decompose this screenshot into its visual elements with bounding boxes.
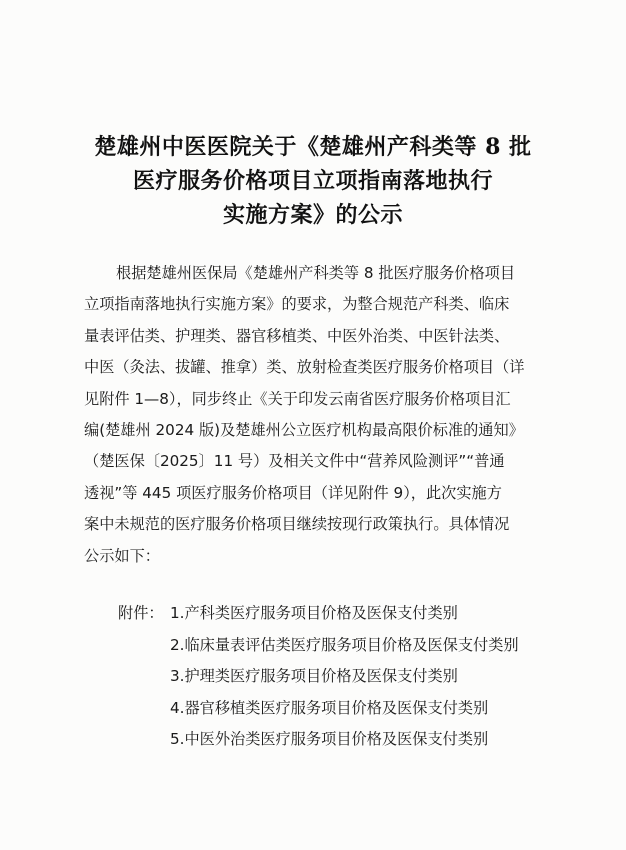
attachment-item-text: 3.护理类医疗服务项目价格及医保支付类别 bbox=[170, 667, 458, 685]
attachment-item bbox=[118, 693, 519, 725]
attachment-item bbox=[118, 598, 519, 630]
body-line: 立项指南落地执行实施方案》的要求，为整合规范产科类、临床 bbox=[84, 295, 510, 314]
body-line: 量表评估类、护理类、器官移植类、中医外治类、中医针法类、 bbox=[84, 326, 510, 345]
attachment-item-text: 2.临床量表评估类医疗服务项目价格及医保支付类别 bbox=[170, 635, 519, 654]
body-line: 见附件 1—8），同步终止《关于印发云南省医疗服务价格项目汇 bbox=[84, 389, 511, 408]
document-title bbox=[70, 130, 556, 232]
attachment-label: 附件： bbox=[118, 604, 164, 622]
attachment-item bbox=[118, 724, 519, 756]
title-line: 医疗服务价格项目立项指南落地执行 bbox=[132, 168, 493, 194]
body-line: 根据楚雄州医保局《楚雄州产科类等 8 批医疗服务价格项目 bbox=[116, 264, 516, 282]
attachment-list bbox=[118, 598, 519, 756]
body-line: 透视”等 445 项医疗服务价格项目（详见附件 9），此次实施方 bbox=[84, 483, 502, 502]
title-line: 实施方案》的公示 bbox=[222, 202, 403, 228]
attachment-item bbox=[118, 630, 519, 662]
body-line: 中医（灸法、拔罐、推拿）类、放射检查类医疗服务价格项目（详 bbox=[84, 358, 525, 377]
title-line: 楚雄州中医医院关于《楚雄州产科类等 8 批 bbox=[94, 134, 532, 160]
body-line: （楚医保〔2025〕11 号）及相关文件中“营养风险测评”“普通 bbox=[84, 452, 505, 471]
attachment-item bbox=[118, 661, 519, 693]
attachment-item-text: 5.中医外治类医疗服务项目价格及医保支付类别 bbox=[170, 730, 489, 748]
body-paragraph bbox=[84, 258, 554, 572]
attachment-item-text: 1.产科类医疗服务项目价格及医保支付类别 bbox=[170, 604, 458, 622]
attachment-item-text: 4.器官移植类医疗服务项目价格及医保支付类别 bbox=[170, 698, 489, 717]
body-line: 公示如下： bbox=[84, 546, 160, 565]
body-line: 编(楚雄州 2024 版)及楚雄州公立医疗机构最高限价标准的通知》 bbox=[84, 421, 524, 440]
body-line: 案中未规范的医疗服务价格项目继续按现行政策执行。具体情况 bbox=[84, 515, 510, 534]
